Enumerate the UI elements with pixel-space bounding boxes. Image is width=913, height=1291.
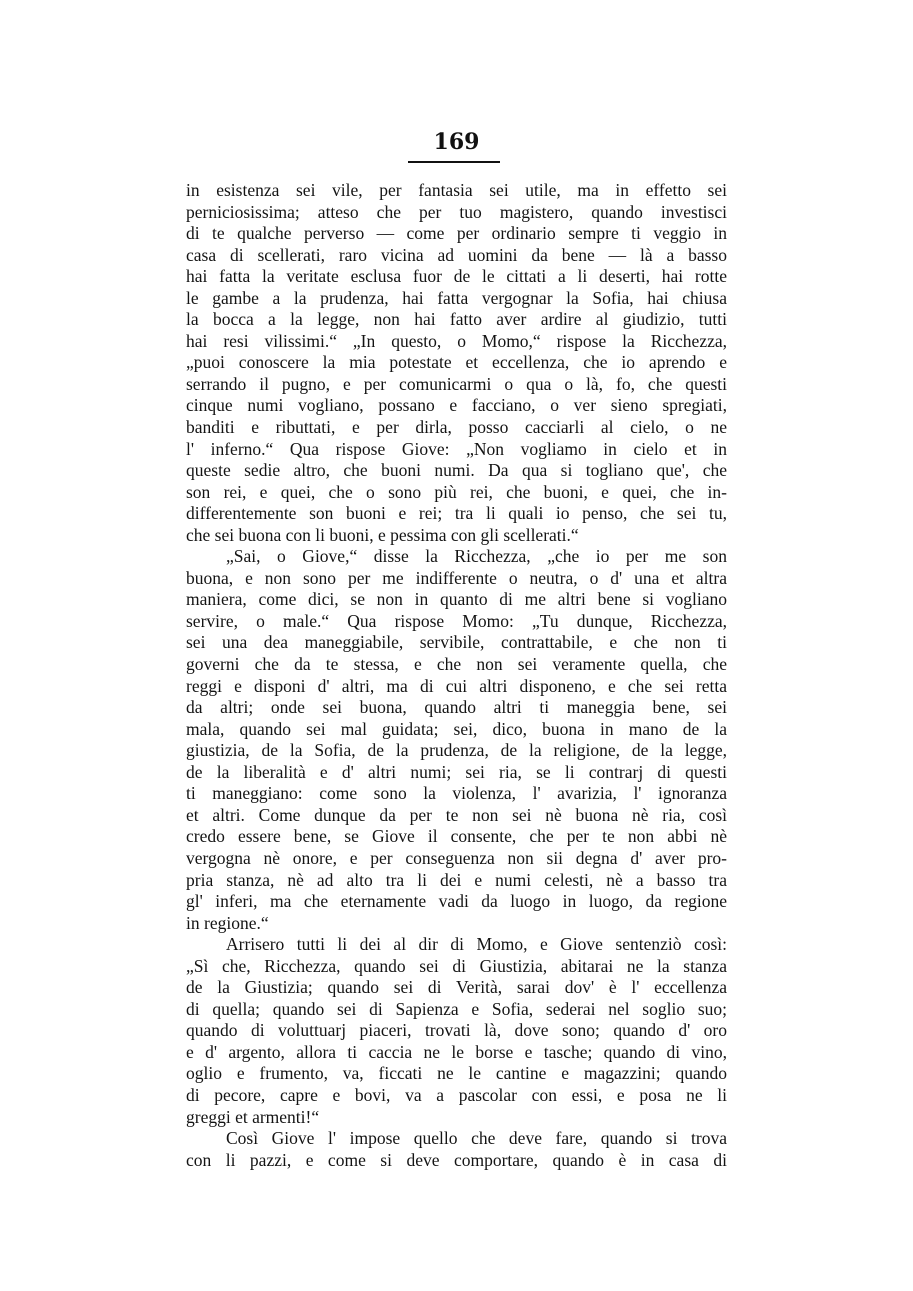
- text-line: banditi e ributtati, e per dirla, posso cacciarli al cielo, o ne: [186, 417, 727, 438]
- text-line: ti maneggiano: come sono la violenza, l' avarizia, l' ignoranza: [186, 783, 727, 804]
- text-line: Così Giove l' impose quello che deve fare, quando si trova: [226, 1128, 727, 1149]
- page-number: 169: [433, 129, 480, 155]
- text-line: de la Giustizia; quando sei di Verità, sarai dov' è l' eccellenza: [186, 977, 727, 998]
- text-line: differentemente son buoni e rei; tra li quali io penso, che sei tu,: [186, 503, 727, 524]
- text-line: hai resi vilissimi.“ „In questo, o Momo,“ rispose la Ricchezza,: [186, 330, 727, 351]
- text-line: la bocca a la legge, non hai fatto aver ardire al giudizio, tutti: [186, 309, 727, 330]
- text-line: mala, quando sei mal guidata; sei, dico, buona in mano de la: [186, 718, 727, 739]
- text-line: son rei, e quei, che o sono più rei, che buoni, e quei, che in-: [186, 481, 727, 502]
- text-line: reggi e disponi d' altri, ma di cui altri disponeno, e che sei retta: [186, 675, 727, 696]
- text-line: queste sedie altro, che buoni numi. Da qua si togliano que', che: [186, 460, 727, 481]
- text-line: di te qualche perverso — come per ordinario sempre ti veggio in: [186, 223, 727, 244]
- text-line: quando di voluttuarj piaceri, trovati là, dove sono; quando d' oro: [186, 1020, 727, 1041]
- text-line: in esistenza sei vile, per fantasia sei utile, ma in effetto sei: [186, 180, 727, 200]
- text-line: maniera, come dici, se non in quanto di me altri bene si vogliano: [186, 589, 727, 610]
- text-line: credo essere bene, se Giove il consente, che per te non abbi nè: [186, 826, 727, 847]
- text-line: e d' argento, allora ti caccia ne le borse e tasche; quando di vino,: [186, 1041, 727, 1062]
- text-line: con li pazzi, e come si deve comportare, quando è in casa di: [186, 1149, 727, 1170]
- text-line: perniciosissima; atteso che per tuo magistero, quando investisci: [186, 201, 727, 222]
- text-line: casa di scellerati, raro vicina ad uomini da bene — là a basso: [186, 244, 727, 265]
- text-line: „Sì che, Ricchezza, quando sei di Giustizia, abitarai ne la stanza: [186, 955, 727, 976]
- text-line: da altri; onde sei buona, quando altri ti maneggia bene, sei: [186, 697, 727, 718]
- text-line: greggi et armenti!“: [186, 1106, 320, 1127]
- text-line: pria stanza, nè ad alto tra li dei e numi celesti, nè a basso tra: [186, 869, 727, 890]
- text-line: gl' inferi, ma che eternamente vadi da luogo in luogo, da regione: [186, 891, 727, 912]
- text-line: l' inferno.“ Qua rispose Giove: „Non vogliamo in cielo et in: [186, 438, 727, 459]
- text-line: di quella; quando sei di Sapienza e Sofia, sederai nel soglio suo;: [186, 998, 727, 1019]
- text-line: oglio e frumento, va, ficcati ne le cantine e magazzini; quando: [186, 1063, 727, 1084]
- text-line: servire, o male.“ Qua rispose Momo: „Tu dunque, Ricchezza,: [186, 610, 727, 631]
- text-line: che sei buona con li buoni, e pessima con gli scellerati.“: [186, 524, 579, 545]
- text-line: hai fatta la veritate esclusa fuor de le cittati a li deserti, hai rotte: [186, 266, 727, 287]
- text-line: de la liberalità e d' altri numi; sei ria, se li contrarj di questi: [186, 761, 727, 782]
- text-line: le gambe a la prudenza, hai fatta vergognar la Sofia, hai chiusa: [186, 287, 727, 308]
- text-line: Arrisero tutti li dei al dir di Momo, e Giove sentenziò così:: [226, 934, 727, 955]
- text-line: vergogna nè onore, e per conseguenza non sii degna d' aver pro-: [186, 847, 727, 868]
- text-line: buona, e non sono per me indifferente o neutra, o d' una et altra: [186, 567, 727, 588]
- body-text: [186, 180, 727, 1171]
- header-rule: [408, 161, 500, 163]
- text-line: et altri. Come dunque da per te non sei nè buona nè ria, così: [186, 804, 727, 825]
- text-line: governi che da te stessa, e che non sei veramente quella, che: [186, 654, 727, 675]
- text-line: „puoi conoscere la mia potestate et eccellenza, che io aprendo e: [186, 352, 727, 373]
- text-line: di pecore, capre e bovi, va a pascolar con essi, e posa ne li: [186, 1084, 727, 1105]
- text-line: giustizia, de la Sofia, de la prudenza, de la religione, de la legge,: [186, 740, 727, 761]
- text-line: cinque numi vogliano, possano e facciano, o ver sieno spregiati,: [186, 395, 727, 416]
- text-line: serrando il pugno, e per comunicarmi o qua o là, fo, che questi: [186, 373, 727, 394]
- text-line: in regione.“: [186, 912, 269, 933]
- text-line: „Sai, o Giove,“ disse la Ricchezza, „che io per me son: [226, 546, 727, 567]
- text-line: sei una dea maneggiabile, servibile, contrattabile, e che non ti: [186, 632, 727, 653]
